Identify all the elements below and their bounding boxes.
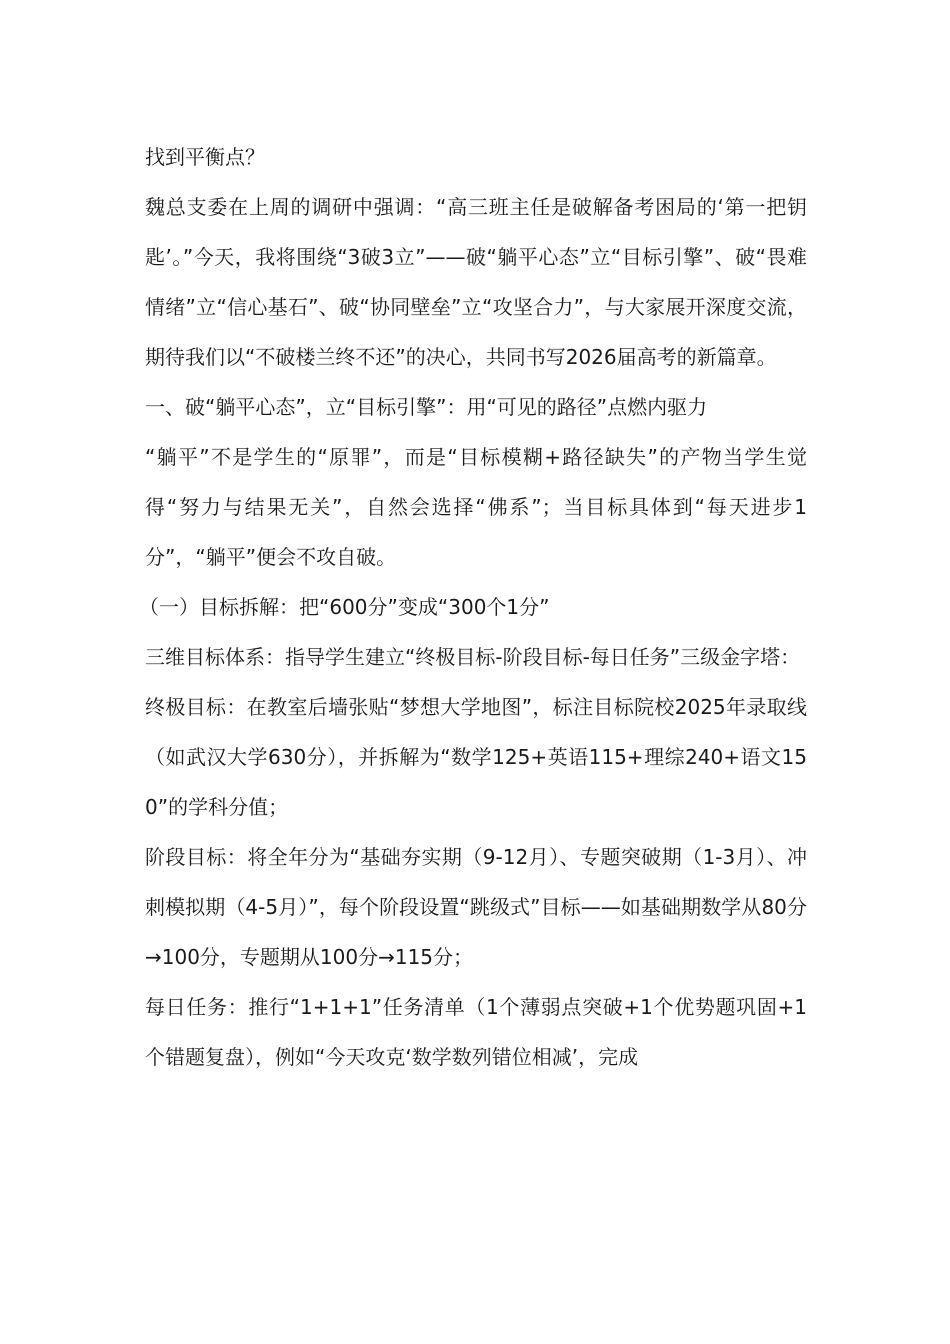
paragraph-lying-flat: “躺平”不是学生的“原罪”，而是“目标模糊+路径缺失”的产物当学生觉得“努力与结果无关”，自然会选择“佛系”；当目标具体到“每天进步1分”，“躺平”便会不攻自破。 — [145, 445, 807, 569]
paragraph-stage-goal: 阶段目标：将全年分为“基础夯实期（9-12月）、专题突破期（1-3月）、冲刺模拟期（4-5月）”，每个阶段设置“跳级式”目标——如基础期数学从80分→100分，专题期从100分→115分； — [145, 845, 807, 969]
document-body — [139, 132, 807, 1082]
paragraph-intro-fragment: 找到平衡点？ — [145, 145, 265, 169]
paragraph-daily-task: 每日任务：推行“1+1+1”任务清单（1个薄弱点突破+1个优势题巩固+1个错题复盘），例如“今天攻克‘数学数列错位相减’，完成 — [145, 995, 807, 1069]
paragraph-ultimate-goal: 终极目标：在教室后墙张贴“梦想大学地图”，标注目标院校2025年录取线（如武汉大学630分），并拆解为“数学125+英语115+理综240+语文150”的学科分值； — [145, 695, 807, 819]
paragraph-goal-system: 三维目标体系：指导学生建立“终极目标-阶段目标-每日任务”三级金字塔： — [145, 645, 801, 669]
paragraph-opening: 魏总支委在上周的调研中强调：“高三班主任是破解备考困局的‘第一把钥匙’。”今天，我将围绕“3破3立”——破“躺平心态”立“目标引擎”、破“畏难情绪”立“信心基石”、破“协同壁垒”立“攻坚合力”，与大家展开深度交流，期待我们以“不破楼兰终不还”的决心，共同书写2026届高考的新篇章。 — [145, 195, 807, 369]
section-heading-1: 一、破“躺平心态”，立“目标引擎”：用“可见的路径”点燃内驱力 — [145, 395, 708, 419]
subsection-heading-1: （一）目标拆解：把“600分”变成“300个1分” — [139, 595, 550, 619]
